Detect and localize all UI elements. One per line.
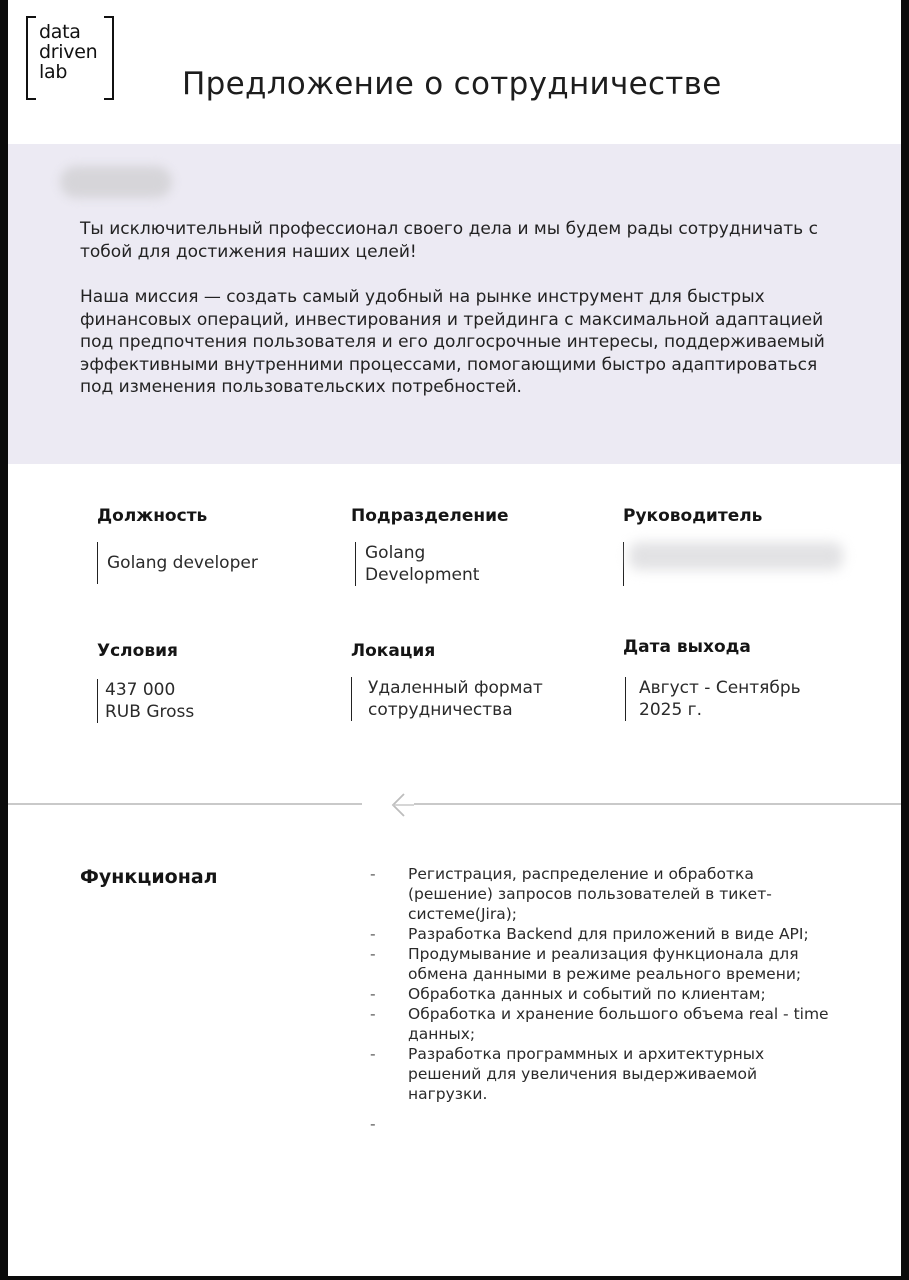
section-divider-right: [414, 803, 901, 805]
salary-value: 437 000: [105, 680, 176, 700]
list-item: [370, 1004, 840, 1044]
salary-type: RUB Gross: [105, 702, 195, 722]
field-location: [351, 641, 543, 720]
location-value-line1: Удаленный формат: [368, 678, 543, 698]
bullet-dash: -: [370, 1115, 376, 1133]
field-start-date: [623, 637, 801, 720]
bullet-dash: -: [370, 1045, 376, 1063]
list-item-text: Обработка и хранение большого объема real - time данных;: [408, 1005, 829, 1043]
bullet-dash: -: [370, 985, 376, 1003]
logo-left-bracket: [26, 16, 36, 100]
bullet-dash: -: [370, 865, 376, 883]
field-value-bar: [623, 542, 625, 586]
offer-document: [8, 0, 901, 1276]
field-department: [351, 506, 509, 585]
list-item-text: Обработка данных и событий по клиентам;: [408, 985, 766, 1003]
field-manager: [623, 506, 762, 526]
functional-list: [370, 864, 840, 1134]
bullet-dash: -: [370, 925, 376, 943]
start-date-value-line2: 2025 г.: [639, 700, 703, 720]
logo-text: [39, 22, 97, 82]
company-logo: [26, 16, 114, 96]
department-value-line1: Golang: [365, 543, 426, 563]
section-divider-left: [8, 803, 362, 805]
page-title: Предложение о сотрудничестве: [182, 66, 722, 102]
logo-right-bracket: [104, 16, 114, 100]
start-date-value-line1: Август - Сентябрь: [639, 678, 801, 698]
field-value: [97, 542, 327, 584]
logo-word-data: data: [39, 21, 81, 43]
field-value: [625, 677, 849, 721]
logo-word-driven: driven: [39, 41, 98, 63]
list-item-empty: [370, 1114, 840, 1134]
location-value-line2: сотрудничества: [368, 700, 513, 720]
list-item: [370, 944, 840, 984]
bullet-dash: -: [370, 945, 376, 963]
field-conditions: [97, 641, 195, 722]
field-label: Локация: [351, 641, 436, 661]
position-value: Golang developer: [107, 553, 258, 573]
intro-paragraph: Ты исключительный профессионал своего дела и мы будем рады сотрудничать с тобой для достижения наших целей!: [80, 219, 818, 262]
field-label: Условия: [97, 641, 178, 661]
functional-title: Функционал: [80, 866, 218, 888]
field-position: [97, 506, 258, 573]
field-label: Должность: [97, 506, 208, 526]
department-value-line2: Development: [365, 565, 480, 585]
list-item-text: Продумывание и реализация функционала для обмена данными в режиме реального времени;: [408, 945, 802, 983]
field-label: Подразделение: [351, 506, 509, 526]
intro-section: [8, 144, 901, 464]
field-value: [97, 679, 265, 723]
list-item: [370, 864, 840, 924]
list-item-text: Разработка Backend для приложений в виде API;: [408, 925, 809, 943]
logo-word-lab: lab: [39, 61, 68, 83]
arrow-left-icon: [388, 792, 414, 818]
redacted-manager-name: [629, 542, 843, 570]
field-value: [355, 542, 565, 586]
list-item-text: Регистрация, распределение и обработка (решение) запросов пользователей в тикет-системе(Jira);: [408, 865, 772, 923]
field-value: [351, 677, 598, 721]
list-item: [370, 984, 840, 1004]
mission-paragraph: Наша миссия — создать самый удобный на рынке инструмент для быстрых финансовых операций, инвестирования и трейдинга с максимальной адаптацией под предпочтения пользователя и его долгосрочные интересы, поддерживаемый эффективными внутренними процессами, помогающими быстро адаптироваться под изменения пользовательских потребностей.: [80, 287, 825, 397]
field-label: Руководитель: [623, 506, 763, 526]
bullet-dash: -: [370, 1005, 376, 1023]
list-item: [370, 1044, 840, 1104]
list-item-text: Разработка программных и архитектурных решений для увеличения выдерживаемой нагрузки.: [408, 1045, 765, 1103]
field-label: Дата выхода: [623, 637, 751, 657]
list-item: [370, 924, 840, 944]
redacted-name: [60, 166, 172, 198]
